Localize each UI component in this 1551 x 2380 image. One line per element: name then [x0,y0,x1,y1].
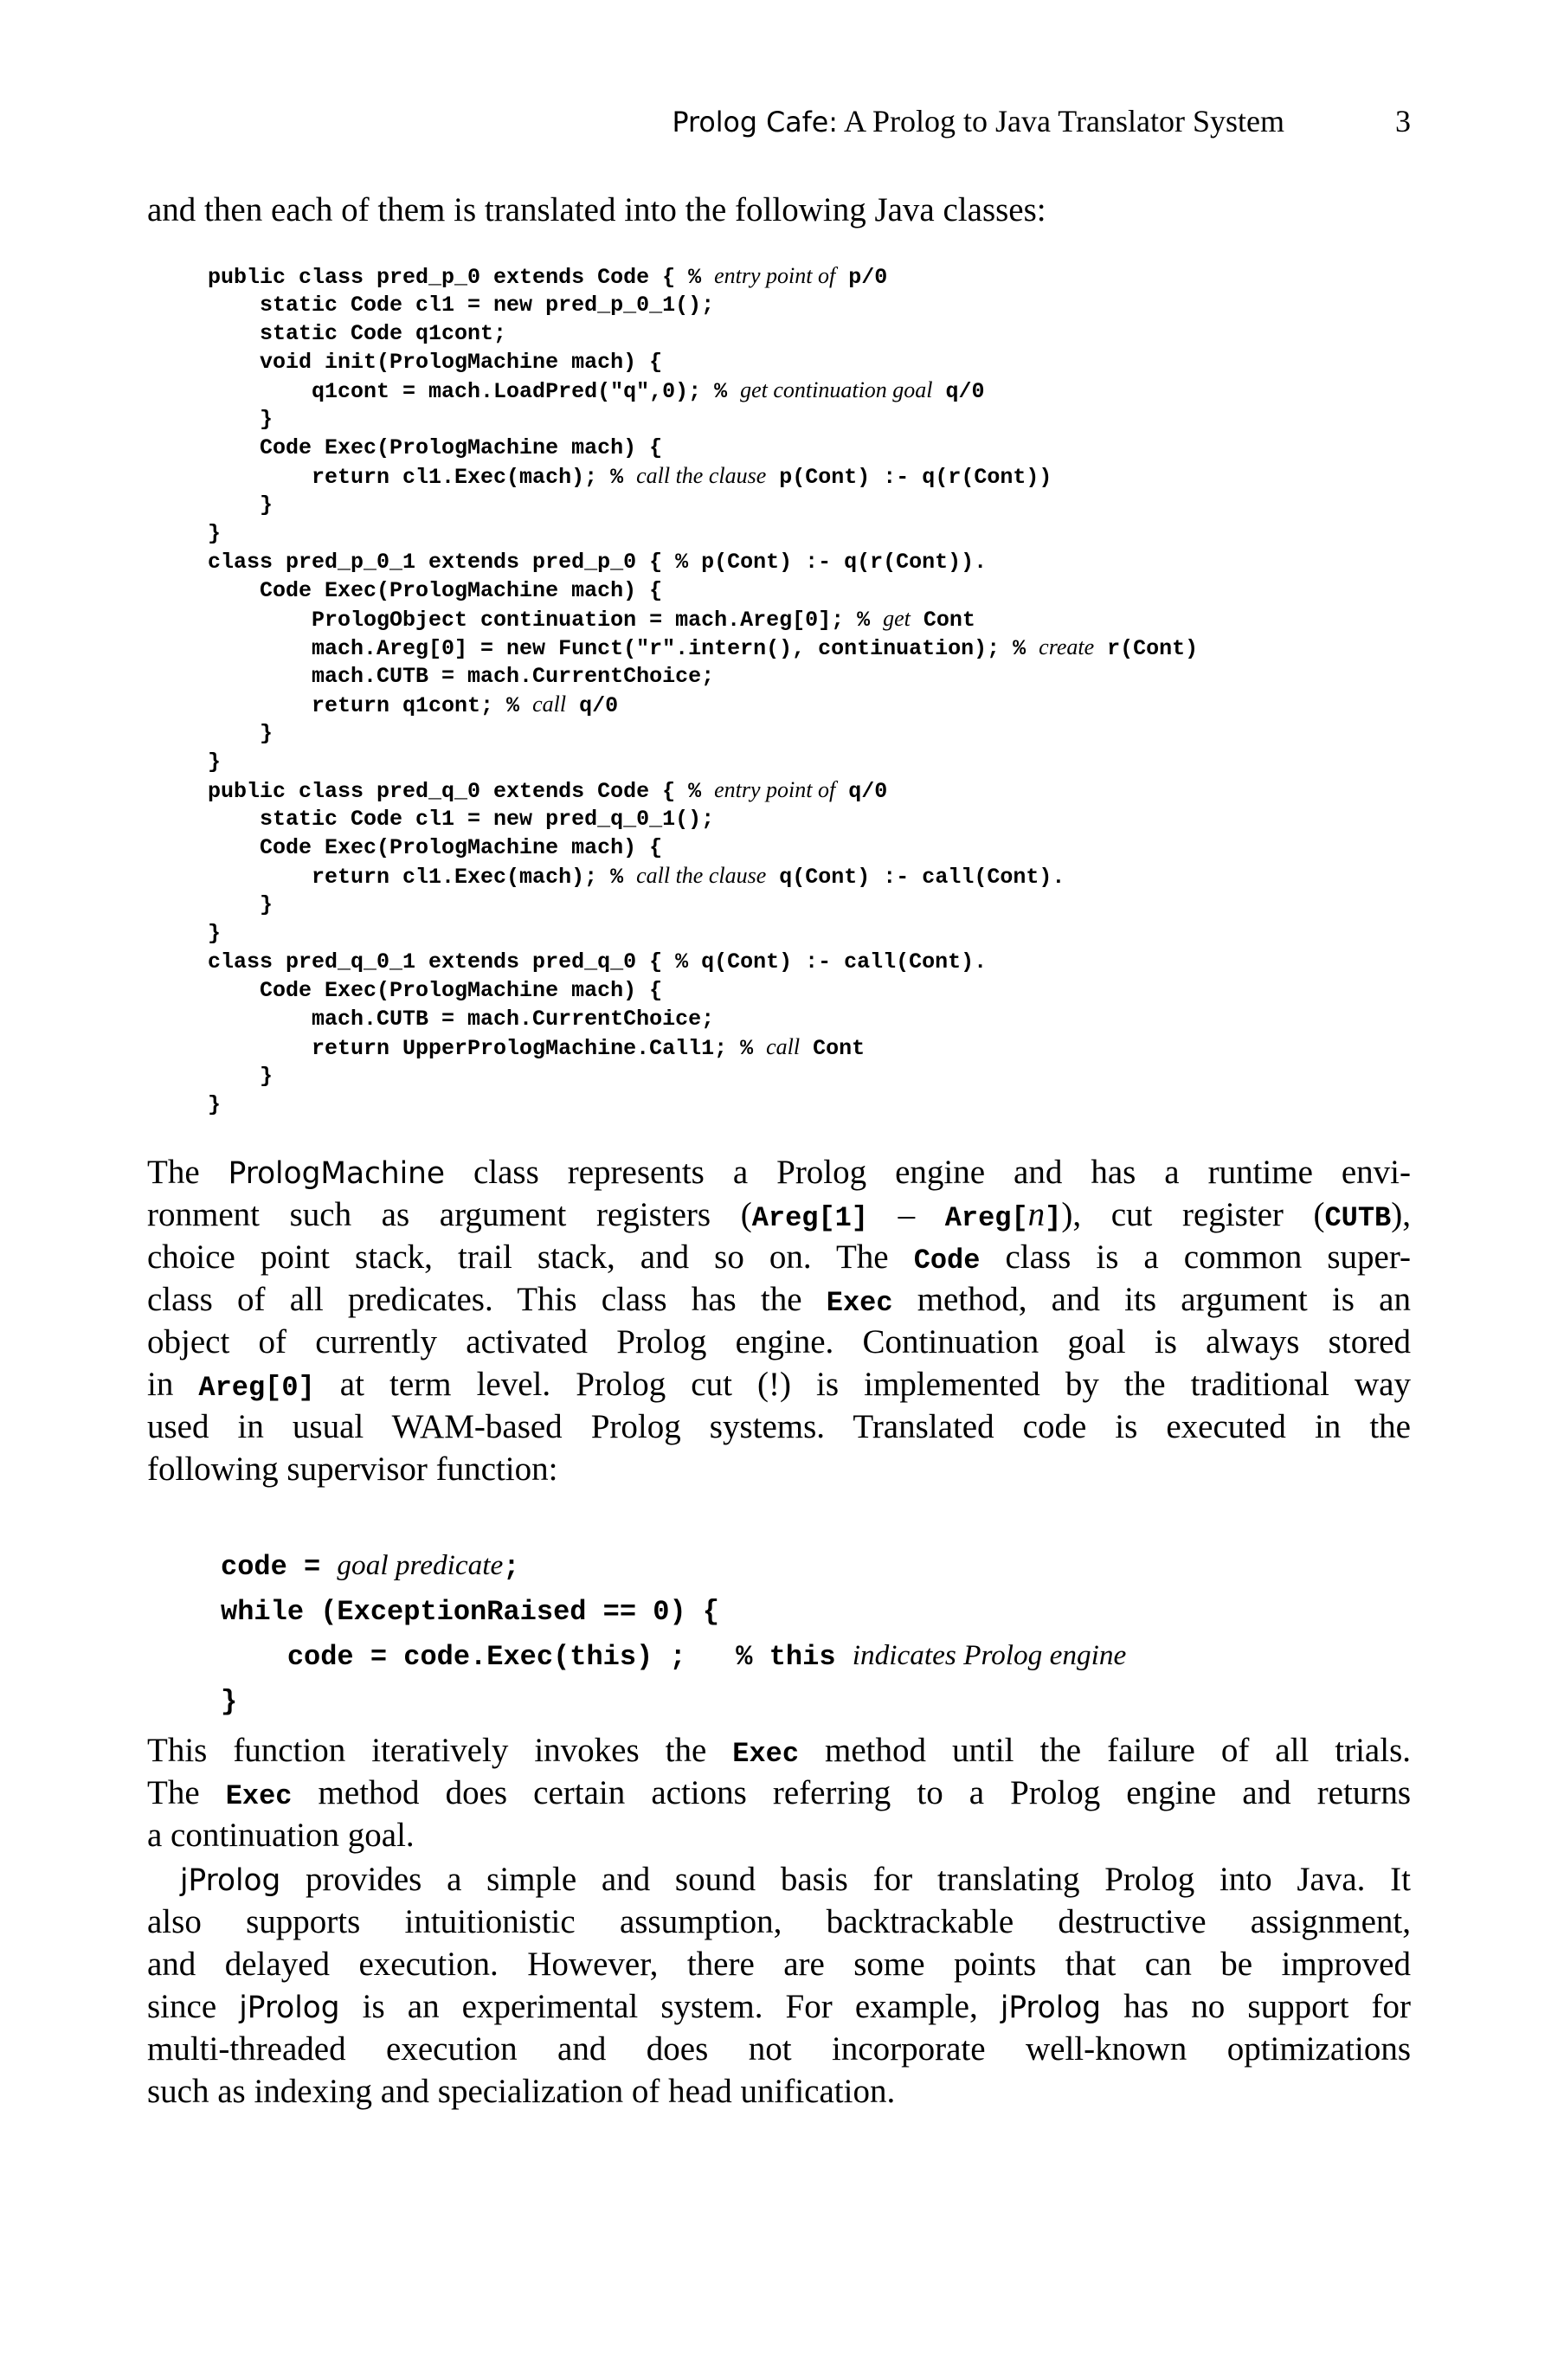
text-segment: a continuation goal. [147,1817,415,1854]
text-segment: static Code cl1 = new pred_q_0_1(); [208,807,715,832]
text-line [147,1901,1411,1943]
code-line [208,490,1198,518]
text-segment: CUTB [1324,1202,1392,1234]
text-segment: used in usual WAM-based Prolog systems. Translated code is executed in the [147,1408,1411,1445]
intro-sentence: and then each of them is translated into the following Java classes: [147,191,1046,228]
text-segment: } [208,892,274,917]
code-line [221,1542,1126,1587]
paragraph-jprolog [147,1858,1411,2113]
text-segment: } [208,1092,222,1117]
code-line [208,975,1198,1004]
text-line [147,1985,1411,2028]
text-segment: ronment such as argument registers ( [147,1196,752,1233]
text-segment: mach.Areg[0] = new Funct("r".intern(), continuation); % [208,636,1039,661]
text-segment: class represents a Prolog engine and has a runtime envi- [445,1154,1411,1191]
code-line [221,1632,1126,1677]
text-segment: jProlog [180,1863,281,1898]
code-line [208,947,1198,975]
code-line [208,1061,1198,1090]
text-segment: method, and its argument is an [892,1281,1411,1318]
text-segment: } [208,492,274,518]
text-line [147,1772,1411,1814]
text-segment: class of all predicates. This class has the [147,1281,827,1318]
java-translation-code-listing [208,261,1198,1118]
running-title-brand: Prolog Cafe: [672,107,838,138]
code-line [221,1677,1126,1722]
text-line [147,1729,1411,1772]
text-segment: r(Cont) [1094,636,1199,661]
text-segment: } [208,1064,274,1089]
text-segment: Cont [910,608,975,633]
text-segment: PrologMachine [228,1156,445,1191]
text-segment: return cl1.Exec(mach); % [208,465,637,490]
text-segment: choice point stack, trail stack, and so on. The [147,1238,914,1276]
page-number: 3 [1395,104,1411,138]
text-segment: mach.CUTB = mach.CurrentChoice; [208,664,715,689]
text-segment: p(Cont) :- q(r(Cont)) [766,465,1052,490]
text-segment: Areg[ [944,1202,1028,1234]
text-segment: class is a common super- [980,1238,1412,1276]
text-segment: create [1039,634,1095,659]
text-segment: q(Cont) :- call(Cont). [766,865,1065,890]
text-segment: return cl1.Exec(mach); % [208,865,637,890]
code-line [208,775,1198,804]
text-segment: entry point of [714,263,836,288]
code-line [208,918,1198,947]
code-line [208,833,1198,861]
text-segment: and delayed execution. However, there are some points that can be improved [147,1946,1411,1983]
text-segment: jProlog [239,1991,340,2025]
running-head [147,104,1411,140]
text-line [147,1193,1411,1236]
text-segment: The [147,1154,228,1191]
code-line [208,347,1198,376]
text-segment: return q1cont; % [208,693,533,718]
code-line [208,890,1198,918]
text-segment: The [147,1774,226,1811]
text-segment: call [766,1034,801,1059]
text-segment: This function iteratively invokes the [147,1732,733,1769]
text-segment: public class pred_q_0 extends Code { % [208,779,715,804]
text-segment: method until the failure of all trials. [799,1732,1411,1769]
text-segment: mach.CUTB = mach.CurrentChoice; [208,1007,715,1032]
text-line [147,1448,1411,1490]
text-segment: indicates Prolog engine [852,1639,1127,1671]
text-segment: static Code q1cont; [208,321,507,346]
text-segment: call the clause [636,463,767,488]
text-segment: code = [221,1551,338,1583]
text-line [147,1236,1411,1278]
text-line [147,1814,1411,1856]
text-segment: jProlog [1000,1991,1102,2025]
text-segment: ] [1045,1202,1062,1234]
text-segment: Code Exec(PrologMachine mach) { [208,435,663,460]
text-segment: q1cont = mach.LoadPred("q",0); % [208,379,741,404]
code-line [208,318,1198,347]
text-segment: has no support for [1101,1988,1411,2025]
running-title [673,104,1284,140]
text-line [147,1943,1411,1985]
text-segment: static Code cl1 = new pred_p_0_1(); [208,293,715,318]
text-segment: is an experimental system. For example, [339,1988,1001,2025]
code-line [208,718,1198,747]
text-segment: following supervisor function: [147,1451,558,1488]
running-title-rest: A Prolog to Java Translator System [837,104,1284,138]
text-segment: Exec [225,1780,293,1812]
text-segment: } [208,407,274,432]
code-line [208,433,1198,461]
text-segment: provides a simple and sound basis for translating Prolog into Java. It [280,1861,1411,1898]
text-segment: entry point of [714,777,836,802]
text-segment: at term level. Prolog cut (!) is implemented by the traditional way [314,1366,1411,1403]
text-segment: Code Exec(PrologMachine mach) { [208,835,663,860]
code-line [208,376,1198,404]
supervisor-function-code-listing [221,1542,1126,1722]
text-segment: q/0 [566,693,619,718]
code-line [221,1587,1126,1632]
code-line [208,1032,1198,1061]
text-line [147,2070,1411,2113]
text-segment: public class pred_p_0 extends Code { % [208,265,715,290]
text-line [147,1321,1411,1363]
text-segment: Areg[0] [198,1372,315,1404]
text-segment: Exec [732,1738,800,1770]
text-segment: method does certain actions referring to a Prolog engine and returns [292,1774,1411,1811]
text-segment: get [883,606,911,631]
text-segment: Code Exec(PrologMachine mach) { [208,978,663,1003]
text-segment: since [147,1988,240,2025]
text-segment: void init(PrologMachine mach) { [208,350,663,375]
code-line [208,576,1198,604]
text-segment: also supports intuitionistic assumption, backtrackable destructive assignment, [147,1903,1411,1940]
text-segment: goal predicate [337,1549,504,1581]
code-line [208,747,1198,775]
code-line [208,661,1198,690]
code-line [208,1004,1198,1032]
text-segment: p/0 [835,265,888,290]
text-segment: multi-threaded execution and does not incorporate well-known optimizations [147,2030,1411,2068]
text-segment: ), [1391,1196,1411,1233]
text-segment: Areg[1] [751,1202,868,1234]
text-segment: ), cut register ( [1061,1196,1325,1233]
code-line [208,404,1198,433]
text-segment: return UpperPrologMachine.Call1; % [208,1036,767,1061]
text-segment: in [147,1366,199,1403]
text-segment: Code Exec(PrologMachine mach) { [208,578,663,603]
code-line [208,633,1198,661]
text-segment: class pred_q_0_1 extends pred_q_0 { % q(Cont) :- call(Cont). [208,949,988,975]
text-line [147,2028,1411,2070]
text-segment: call the clause [636,863,767,888]
text-segment: class pred_p_0_1 extends pred_p_0 { % p(Cont) :- q(r(Cont)). [208,550,988,575]
text-segment: such as indexing and specialization of head unification. [147,2073,896,2110]
text-segment: call [532,691,567,717]
text-segment: Exec [826,1287,893,1319]
text-line [147,1151,1411,1193]
text-line [147,1363,1411,1405]
paragraph-exec-method [147,1729,1411,1856]
text-segment: } [221,1686,238,1718]
text-segment: q/0 [835,779,888,804]
text-segment: ; [503,1551,520,1583]
text-segment: object of currently activated Prolog engine. Continuation goal is always stored [147,1323,1411,1360]
code-line [208,690,1198,718]
text-segment: Cont [800,1036,866,1061]
text-segment: – [868,1196,945,1233]
text-segment: PrologObject continuation = mach.Areg[0]; % [208,608,884,633]
code-line [208,518,1198,547]
text-segment: } [208,921,222,946]
text-line [147,1278,1411,1321]
text-line [147,1858,1411,1901]
code-line [208,861,1198,890]
text-segment: get continuation goal [740,377,933,402]
text-segment: } [208,521,222,546]
text-segment: Code [913,1245,981,1277]
code-line [208,804,1198,833]
text-segment: code = code.Exec(this) ; % this [221,1641,853,1673]
text-segment: } [208,749,222,775]
paragraph-prologmachine [147,1151,1411,1490]
code-line [208,1090,1198,1118]
text-segment: n [1027,1196,1046,1233]
text-segment: q/0 [932,379,985,404]
text-line [147,1405,1411,1448]
code-line [208,604,1198,633]
code-line [208,547,1198,576]
text-segment: while (ExceptionRaised == 0) { [221,1596,720,1628]
code-line [208,290,1198,318]
code-line [208,461,1198,490]
code-line [208,261,1198,290]
text-segment: } [208,721,274,746]
